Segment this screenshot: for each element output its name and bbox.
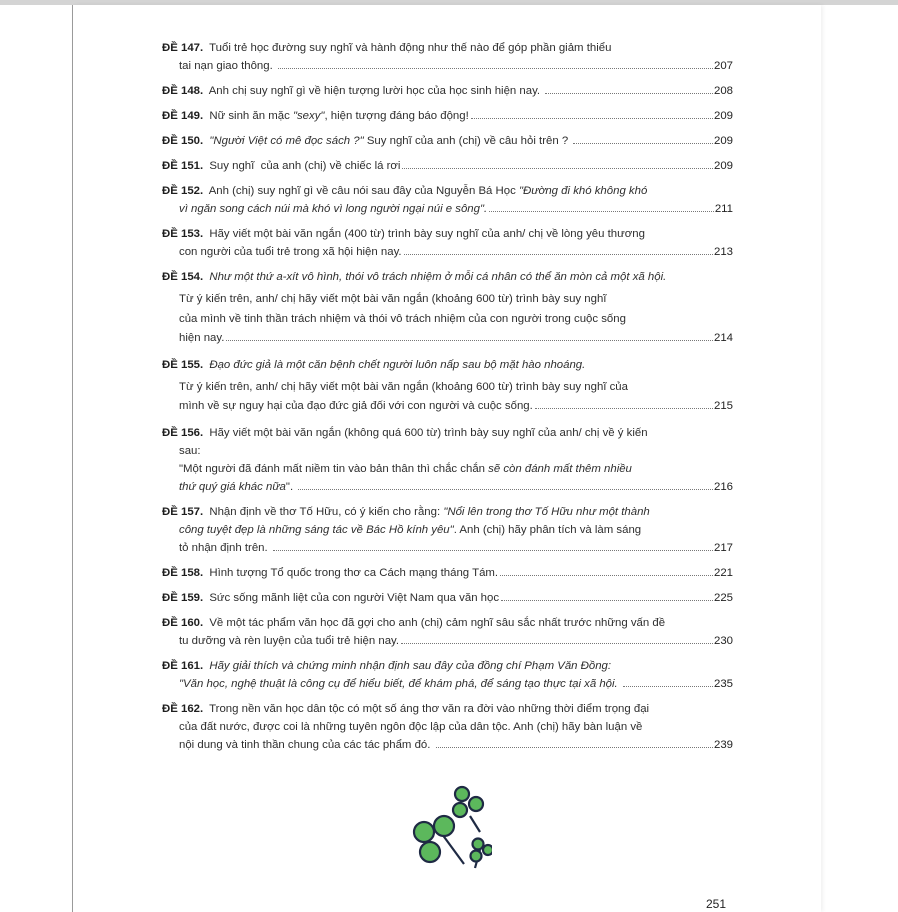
entry-number: ĐỀ 148.: [162, 85, 204, 97]
entry-text: tai nạn giao thông.: [179, 60, 276, 72]
entry-page-number: 209: [713, 135, 733, 147]
toc-line: [162, 589, 733, 607]
entry-number: ĐỀ 152.: [162, 185, 204, 197]
toc-entry: [162, 614, 733, 650]
entry-page-number: 209: [713, 110, 733, 122]
toc-entry: [162, 424, 733, 496]
dot-leader: [402, 168, 713, 169]
toc-line: [162, 329, 733, 349]
entry-number: ĐỀ 158.: [162, 566, 204, 579]
entry-number: ĐỀ 151.: [162, 160, 204, 172]
dot-leader: [226, 340, 713, 341]
entry-text: "sexy": [292, 110, 325, 122]
toc-line: [162, 632, 733, 650]
toc-entry: [162, 132, 733, 150]
entry-number: ĐỀ 159.: [162, 591, 204, 604]
entry-text: Anh chị suy nghĩ gì về hiện tượng lười học của học sinh hiện nay.: [206, 85, 544, 97]
dot-leader: [573, 143, 713, 144]
entry-text: ".: [285, 480, 297, 493]
toc-line: [162, 57, 733, 75]
entry-number: ĐỀ 154.: [162, 271, 204, 283]
entry-text: sẽ còn đánh mất thêm nhiều: [488, 462, 632, 475]
toc-line: [162, 614, 733, 632]
table-of-contents: [162, 39, 733, 761]
entry-number: ĐỀ 161.: [162, 659, 204, 672]
entry-text: Từ ý kiến trên, anh/ chị hãy viết một bài văn ngắn (khoảng 600 từ) trình bày suy nghĩ của: [179, 380, 628, 393]
entry-text: nội dung và tinh thần chung của các tác phẩm đó.: [179, 738, 434, 751]
entry-number: ĐỀ 156.: [162, 426, 204, 439]
dot-leader: [436, 747, 713, 748]
entry-number: ĐỀ 162.: [162, 702, 204, 715]
entry-number: ĐỀ 150.: [162, 135, 204, 147]
toc-entry: [162, 657, 733, 693]
entry-text: Hình tượng Tổ quốc trong thơ ca Cách mạng tháng Tám.: [206, 566, 499, 579]
entry-text: sau:: [179, 444, 201, 457]
toc-line: [162, 478, 733, 496]
entry-text: con người của tuổi trẻ trong xã hội hiện nay.: [179, 246, 402, 258]
toc-entry: [162, 268, 733, 349]
entry-page-number: 207: [713, 60, 733, 72]
toc-line: [162, 460, 733, 478]
entry-text: Sức sống mãnh liệt của con người Việt Nam qua văn học: [206, 591, 500, 604]
entry-text: "Nổi lên trong thơ Tố Hữu như một thành: [443, 505, 650, 518]
entry-number: ĐỀ 160.: [162, 616, 204, 629]
dot-leader: [535, 408, 713, 409]
toc-line: [162, 200, 733, 218]
entry-text: của đất nước, được coi là những tuyên ngôn độc lập của dân tộc. Anh (chị) hãy bàn luận về: [179, 720, 643, 733]
dot-leader: [501, 600, 713, 601]
toc-line: [162, 657, 733, 675]
entry-page-number: 221: [713, 566, 733, 579]
toc-line: [162, 521, 733, 539]
toc-line: [162, 539, 733, 557]
entry-text: "Văn học, nghệ thuật là công cụ để hiểu biết, để khám phá, để sáng tạo thực tại xã hội.: [179, 677, 621, 690]
entry-text: tỏ nhận định trên.: [179, 541, 271, 554]
dot-leader: [545, 93, 713, 94]
toc-entry: [162, 356, 733, 417]
entry-text: Tuổi trẻ học đường suy nghĩ và hành động như thế nào để góp phần giảm thiểu: [206, 42, 612, 54]
dot-leader: [273, 550, 713, 551]
toc-line: [162, 718, 733, 736]
toc-line: [162, 225, 733, 243]
dot-leader: [298, 489, 713, 490]
entry-page-number: 225: [713, 591, 733, 604]
entry-text: thứ quý giá khác nữa: [179, 480, 286, 493]
entry-text: . Anh (chị) hãy phân tích và làm sáng: [453, 523, 642, 536]
entry-text: , hiện tượng đáng báo động!: [324, 110, 469, 122]
toc-line: [162, 378, 733, 398]
toc-entry: [162, 564, 733, 582]
entry-text: Đạo đức giả là một căn bệnh chết người luôn nấp sau bộ mặt hào nhoáng.: [206, 358, 586, 371]
toc-line: [162, 503, 733, 521]
entry-text: "Đường đi khó không khó: [518, 185, 648, 197]
entry-text: Hãy viết một bài văn ngắn (400 từ) trình bày suy nghĩ của anh/ chị về lòng yêu thương: [206, 228, 645, 240]
entry-text: Suy nghĩ của anh (chị) về câu hỏi trên ?: [363, 135, 572, 147]
toc-line: [162, 268, 733, 286]
toc-line: [162, 290, 733, 310]
entry-number: ĐỀ 157.: [162, 505, 204, 518]
toc-line: [162, 397, 733, 417]
entry-page-number: 213: [713, 246, 733, 258]
toc-entry: [162, 700, 733, 754]
entry-text: Từ ý kiến trên, anh/ chị hãy viết một bài văn ngắn (khoảng 600 từ) trình bày suy nghĩ: [179, 293, 607, 305]
entry-text: Hãy giải thích và chứng minh nhận định sau đây của đồng chí Phạm Văn Đồng:: [206, 659, 612, 672]
toc-line: [162, 310, 733, 330]
entry-page-number: 211: [714, 203, 733, 215]
toc-entry: [162, 182, 733, 218]
entry-text: Về một tác phẩm văn học đã gợi cho anh (chị) cảm nghĩ sâu sắc nhất trước những vấn đề: [206, 616, 666, 629]
toc-entry: [162, 82, 733, 100]
entry-page-number: 214: [713, 332, 733, 344]
entry-text: công tuyệt đẹp là những sáng tác về Bác Hồ kính yêu": [179, 523, 454, 536]
toc-line: [162, 132, 733, 150]
entry-text: tu dưỡng và rèn luyện của tuổi trẻ hiện nay.: [179, 634, 400, 647]
entry-text: Nhận định về thơ Tố Hữu, có ý kiến cho rằng:: [206, 505, 444, 518]
toc-line: [162, 564, 733, 582]
toc-entry: [162, 503, 733, 557]
entry-text: Anh (chị) suy nghĩ gì về câu nói sau đây của Nguyễn Bá Học: [206, 185, 519, 197]
entry-text: Nữ sinh ăn mặc: [206, 110, 293, 122]
dot-leader: [489, 211, 714, 212]
entry-text: "Người Việt có mê đọc sách ?": [206, 135, 364, 147]
page-number: 251: [706, 897, 727, 911]
entry-text: vì ngăn song cách núi mà khó vì long người ngại núi e sông".: [179, 203, 488, 215]
toc-line: [162, 700, 733, 718]
entry-page-number: 235: [713, 677, 733, 690]
entry-text: hiện nay.: [179, 332, 225, 344]
toc-entry: [162, 39, 733, 75]
entry-page-number: 215: [713, 400, 733, 412]
entry-page-number: 239: [713, 738, 733, 751]
toc-line: [162, 39, 733, 57]
entry-text: Như một thứ a-xít vô hình, thói vô trách nhiệm ở mỗi cá nhân có thể ăn mòn cả một xã hội.: [206, 271, 667, 283]
entry-page-number: 217: [713, 541, 733, 554]
entry-text: Trong nền văn học dân tộc có một số áng thơ văn ra đời vào những thời điểm trọng đại: [206, 702, 650, 715]
dot-leader: [500, 575, 713, 576]
entry-number: ĐỀ 149.: [162, 110, 204, 122]
toc-line: [162, 736, 733, 754]
dot-leader: [404, 254, 713, 255]
toc-entry: [162, 157, 733, 175]
entry-page-number: 208: [713, 85, 733, 97]
dot-leader: [623, 686, 713, 687]
toc-line: [162, 107, 733, 125]
entry-text: Hãy viết một bài văn ngắn (không quá 600 từ) trình bày suy nghĩ của anh/ chị về ý kiến: [206, 426, 648, 439]
entry-page-number: 209: [713, 160, 733, 172]
entry-text: của mình về tinh thần trách nhiệm và thói vô trách nhiệm của con người trong cuộc sống: [179, 312, 626, 325]
entry-text: Suy nghĩ của anh (chị) về chiếc lá rơi: [206, 160, 401, 172]
entry-number: ĐỀ 147.: [162, 42, 204, 54]
entry-page-number: 230: [713, 634, 733, 647]
toc-line: [162, 675, 733, 693]
dot-leader: [278, 68, 713, 69]
entry-text: "Một người đã đánh mất niềm tin vào bản thân thì chắc chắn: [179, 462, 489, 475]
entry-number: ĐỀ 153.: [162, 228, 204, 240]
entry-number: ĐỀ 155.: [162, 358, 204, 371]
toc-line: [162, 157, 733, 175]
toc-line: [162, 82, 733, 100]
toc-line: [162, 442, 733, 460]
dot-leader: [401, 643, 713, 644]
entry-text: mình về sự nguy hại của đạo đức giả đối với con người và cuộc sống.: [179, 400, 533, 412]
toc-entry: [162, 225, 733, 261]
dot-leader: [471, 118, 713, 119]
toc-line: [162, 243, 733, 261]
clover-icon: [402, 782, 492, 872]
toc-line: [162, 356, 733, 374]
toc-line: [162, 182, 733, 200]
toc-line: [162, 424, 733, 442]
entry-page-number: 216: [713, 480, 733, 493]
toc-entry: [162, 589, 733, 607]
toc-entry: [162, 107, 733, 125]
